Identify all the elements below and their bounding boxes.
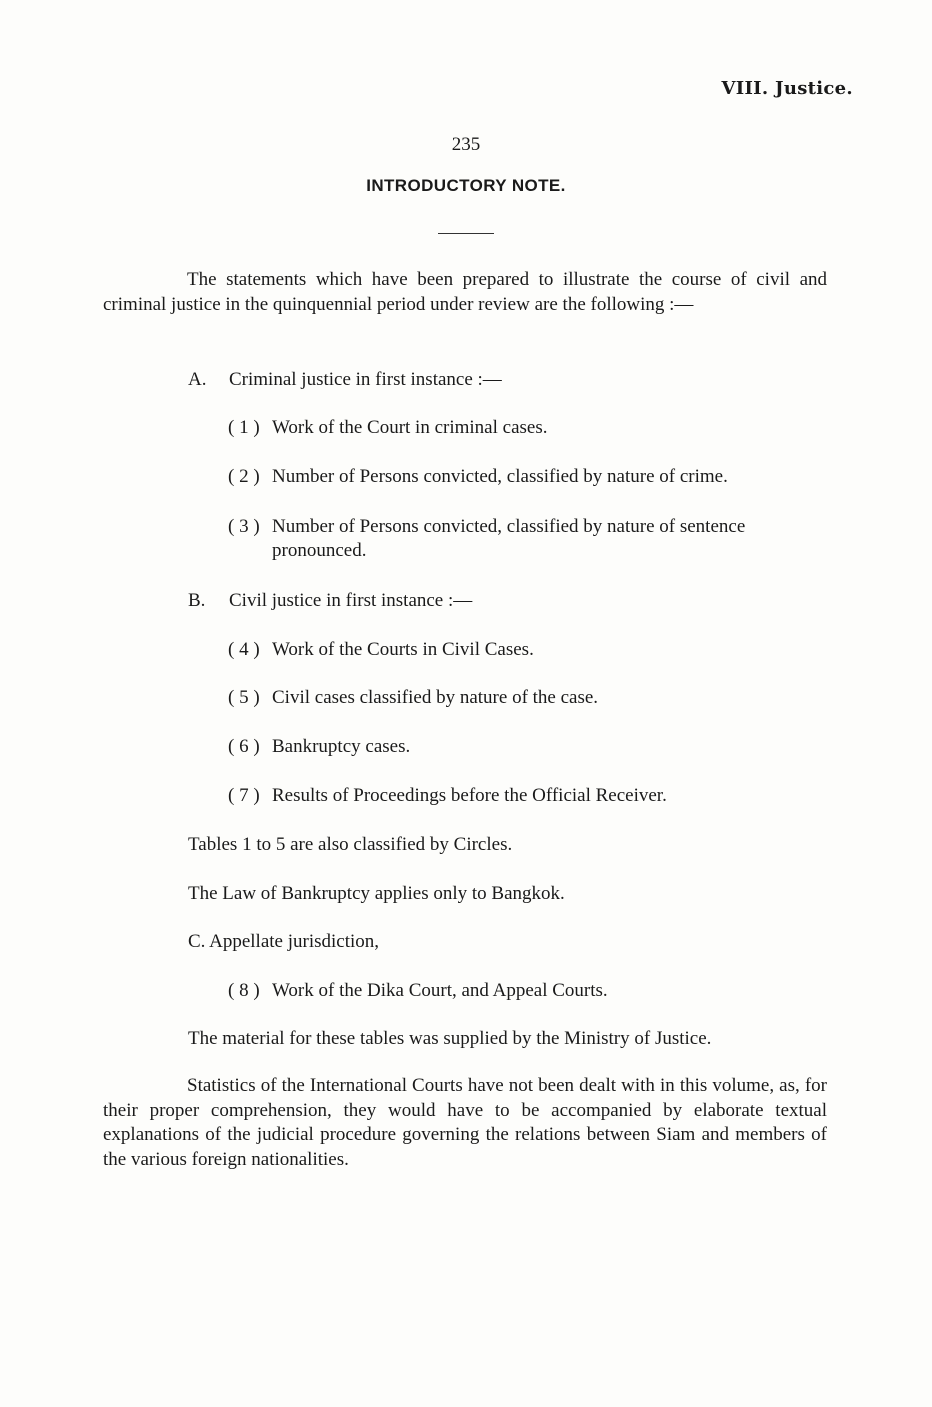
page-number: 235 bbox=[451, 134, 481, 155]
item-text: Work of the Courts in Civil Cases. bbox=[272, 639, 534, 660]
item-number: ( 5 ) bbox=[228, 687, 260, 708]
list-item bbox=[228, 638, 828, 662]
item-number: ( 8 ) bbox=[228, 980, 260, 1001]
list-item bbox=[228, 784, 828, 808]
item-text: Results of Proceedings before the Official Receiver. bbox=[272, 785, 667, 806]
item-number: ( 3 ) bbox=[228, 516, 260, 537]
intro-paragraph bbox=[103, 268, 827, 317]
item-number: ( 7 ) bbox=[228, 785, 260, 806]
list-item bbox=[228, 416, 828, 440]
section-b-heading bbox=[188, 589, 472, 613]
page-title: INTRODUCTORY NOTE. bbox=[366, 176, 566, 195]
closing-paragraph bbox=[103, 1074, 827, 1172]
item-text: Civil cases classified by nature of the case. bbox=[272, 687, 599, 708]
item-number: ( 4 ) bbox=[228, 639, 260, 660]
item-text-continued: pronounced. bbox=[272, 540, 367, 561]
item-text: Number of Persons convicted, classified by nature of crime. bbox=[272, 466, 728, 487]
item-text: Bankruptcy cases. bbox=[272, 736, 411, 757]
section-b-text: Civil justice in first instance :— bbox=[229, 590, 473, 611]
section-b-label: B. bbox=[188, 590, 206, 611]
section-a-heading bbox=[188, 368, 502, 392]
item-number: ( 1 ) bbox=[228, 417, 260, 438]
list-item bbox=[228, 686, 828, 710]
title-rule bbox=[438, 233, 494, 234]
note-material: The material for these tables was supplied by the Ministry of Justice. bbox=[188, 1028, 712, 1049]
section-header: VIII. Justice. bbox=[721, 78, 853, 99]
item-text: Work of the Dika Court, and Appeal Courts. bbox=[272, 980, 608, 1001]
note-law: The Law of Bankruptcy applies only to Bangkok. bbox=[188, 883, 565, 904]
list-item bbox=[228, 515, 828, 563]
item-text: Number of Persons convicted, classified by nature of sentence bbox=[272, 516, 746, 537]
closing-text: Statistics of the International Courts have not been dealt with in this volume, as, for their proper comprehension, they would have to be accompanied by elaborate textual explanations of the judicial procedure governing the relations between Siam and members of the various foreign nationalities. bbox=[103, 1075, 827, 1170]
section-c-heading: C. Appellate jurisdiction, bbox=[188, 931, 380, 952]
item-text: Work of the Court in criminal cases. bbox=[272, 417, 548, 438]
item-number: ( 2 ) bbox=[228, 466, 260, 487]
list-item bbox=[228, 465, 828, 489]
list-item bbox=[228, 735, 828, 759]
note-tables: Tables 1 to 5 are also classified by Circles. bbox=[188, 834, 513, 855]
intro-text: The statements which have been prepared to illustrate the course of civil and criminal justice in the quinquennial period under review are the following :— bbox=[103, 269, 827, 315]
section-a-text: Criminal justice in first instance :— bbox=[229, 369, 502, 390]
section-a-label: A. bbox=[188, 369, 207, 390]
list-item bbox=[228, 979, 828, 1003]
item-number: ( 6 ) bbox=[228, 736, 260, 757]
